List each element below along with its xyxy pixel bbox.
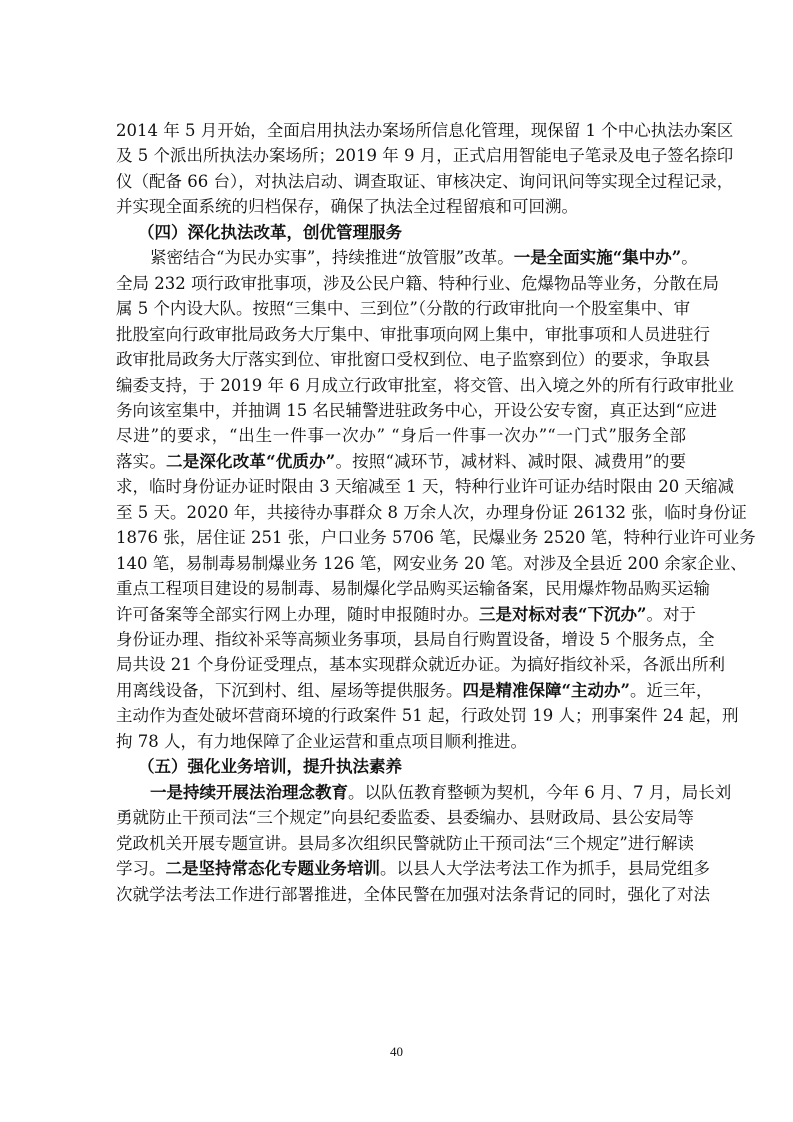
text-line bbox=[116, 808, 694, 828]
text-segment: 尽进”的要求，“出生一件事一次办” “身后一件事一次办”“一门式”服务全部 bbox=[116, 426, 686, 445]
text-line bbox=[116, 655, 725, 675]
bold-phrase: 二是深化改革“优质办” bbox=[166, 452, 336, 471]
text-segment: （五）强化业务培训，提升执法素养 bbox=[138, 757, 402, 776]
text-line bbox=[116, 706, 739, 726]
text-line bbox=[116, 859, 710, 879]
text-segment: 主动作为查处破坏营商环境的行政案件 51 起，行政处罚 19 人；刑事案件 24 起，刑 bbox=[116, 706, 739, 725]
text-line bbox=[116, 401, 717, 421]
text-segment: 。按照“减环节，减材料、减时限、减费用”的要 bbox=[335, 452, 687, 471]
text-segment: 仪（配备 66 台），对执法启动、调查取证、审核决定、询问讯问等实现全过程记录， bbox=[116, 172, 734, 191]
bold-phrase: 二是坚持常态化专题业务培训 bbox=[165, 859, 380, 878]
section-heading bbox=[116, 757, 686, 777]
text-line bbox=[116, 299, 691, 319]
text-line bbox=[116, 503, 747, 523]
text-segment: 许可备案等全部实行网上办理，随时申报随时办。 bbox=[116, 605, 479, 624]
text-segment: 次就学法考法工作进行部署推进，全体民警在加强对法条背记的同时，强化了对法 bbox=[116, 885, 710, 904]
text-line bbox=[116, 630, 715, 650]
text-segment: 140 笔，易制毒易制爆业务 126 笔，网安业务 20 笔。对涉及全县近 200 余家企业、 bbox=[116, 554, 747, 573]
text-segment: 党政机关开展专题宣讲。县局多次组织民警就防止干预司法“三个规定”进行解读 bbox=[116, 834, 694, 853]
text-segment: 局共设 21 个身份证受理点，基本实现群众就近办证。为搞好指纹补采，各派出所利 bbox=[116, 655, 725, 674]
text-line bbox=[116, 172, 734, 192]
text-segment: 并实现全面系统的归档保存，确保了执法全过程留痕和可回溯。 bbox=[116, 197, 578, 216]
text-line bbox=[116, 605, 696, 625]
text-segment: 批股室向行政审批局政务大厅集中、审批事项向网上集中，审批事项和人员进驻行 bbox=[116, 325, 710, 344]
text-segment: 紧密结合“为民办实事”，持续推进“放管服”改革。 bbox=[150, 248, 514, 267]
text-segment: 属 5 个内设大队。按照“三集中、三到位”（分散的行政审批向一个股室集中、审 bbox=[116, 299, 691, 318]
text-line bbox=[116, 325, 710, 345]
text-segment: 勇就防止干预司法“三个规定”向县纪委监委、县委编办、县财政局、县公安局等 bbox=[116, 808, 694, 827]
text-segment: 政审批局政务大厅落实到位、审批窗口受权到位、电子监察到位）的要求，争取县 bbox=[116, 350, 710, 369]
section-heading bbox=[116, 223, 686, 243]
text-segment: 身份证办理、指纹补采等高频业务事项，县局自行购置设备，增设 5 个服务点，全 bbox=[116, 630, 715, 649]
bold-phrase: 四是精准保障“主动办” bbox=[462, 681, 630, 700]
text-line bbox=[116, 426, 686, 446]
bold-phrase: 一是全面实施“集中办” bbox=[513, 248, 682, 267]
text-segment: 学习。 bbox=[116, 859, 166, 878]
text-line bbox=[116, 783, 732, 803]
text-segment: （四）深化执法改革，创优管理服务 bbox=[138, 223, 402, 242]
text-segment: 及 5 个派出所执法办案场所；2019 年 9 月，正式启用智能电子笔录及电子签名捺印 bbox=[116, 146, 734, 165]
text-segment: 务向该室集中，并抽调 15 名民辅警进驻政务中心，开设公安专窗，真正达到“应进 bbox=[116, 401, 717, 420]
bold-phrase: 三是对标对表“下沉办” bbox=[479, 605, 647, 624]
text-line bbox=[116, 681, 713, 701]
text-segment: 全局 232 项行政审批事项，涉及公民户籍、特种行业、危爆物品等业务，分散在局 bbox=[116, 274, 719, 293]
text-segment: 。对于 bbox=[646, 605, 696, 624]
text-segment: 。以队伍教育整顿为契机，今年 6 月、7 月，局长刘 bbox=[348, 783, 732, 802]
text-line bbox=[116, 350, 710, 370]
text-segment: 用离线设备，下沉到村、组、屋场等提供服务。 bbox=[116, 681, 463, 700]
page-number: 40 bbox=[390, 1044, 403, 1059]
text-line bbox=[116, 376, 734, 396]
text-line bbox=[116, 885, 710, 905]
text-line bbox=[116, 554, 747, 574]
text-segment: 编委支持，于 2019 年 6 月成立行政审批室，将交管、出入境之外的所有行政审批业 bbox=[116, 376, 734, 395]
bold-phrase: 一是持续开展法治理念教育 bbox=[150, 783, 348, 802]
text-line bbox=[116, 528, 756, 548]
text-segment: 拘 78 人，有力地保障了企业运营和重点项目顺利推进。 bbox=[116, 732, 527, 751]
text-line bbox=[116, 197, 686, 217]
text-line bbox=[116, 579, 710, 599]
text-line bbox=[116, 146, 734, 166]
text-line bbox=[116, 477, 734, 497]
text-segment: 落实。 bbox=[116, 452, 167, 471]
text-line bbox=[116, 274, 719, 294]
text-segment: 1876 张，居住证 251 张，户口业务 5706 笔，民爆业务 2520 笔，特种行业许可业务 bbox=[116, 528, 756, 547]
text-segment: 。以县人大学法考法工作为抓手，县局党组多 bbox=[380, 859, 710, 878]
text-segment: 至 5 天。2020 年，共接待办事群众 8 万余人次，办理身份证 26132 张，临时身份证 bbox=[116, 503, 747, 522]
text-line bbox=[116, 248, 698, 268]
text-segment: 。近三年， bbox=[629, 681, 713, 700]
text-line bbox=[116, 834, 694, 854]
text-line bbox=[116, 732, 686, 752]
text-line bbox=[116, 452, 686, 472]
text-segment: 求，临时身份证办证时限由 3 天缩减至 1 天，特种行业许可证办结时限由 20 天缩减 bbox=[116, 477, 734, 496]
text-segment: 重点工程项目建设的易制毒、易制爆化学品购买运输备案，民用爆炸物品购买运输 bbox=[116, 579, 710, 598]
text-segment: 。 bbox=[681, 248, 698, 267]
text-line bbox=[116, 121, 734, 141]
text-segment: 2014 年 5 月开始，全面启用执法办案场所信息化管理，现保留 1 个中心执法办案区 bbox=[116, 121, 734, 140]
